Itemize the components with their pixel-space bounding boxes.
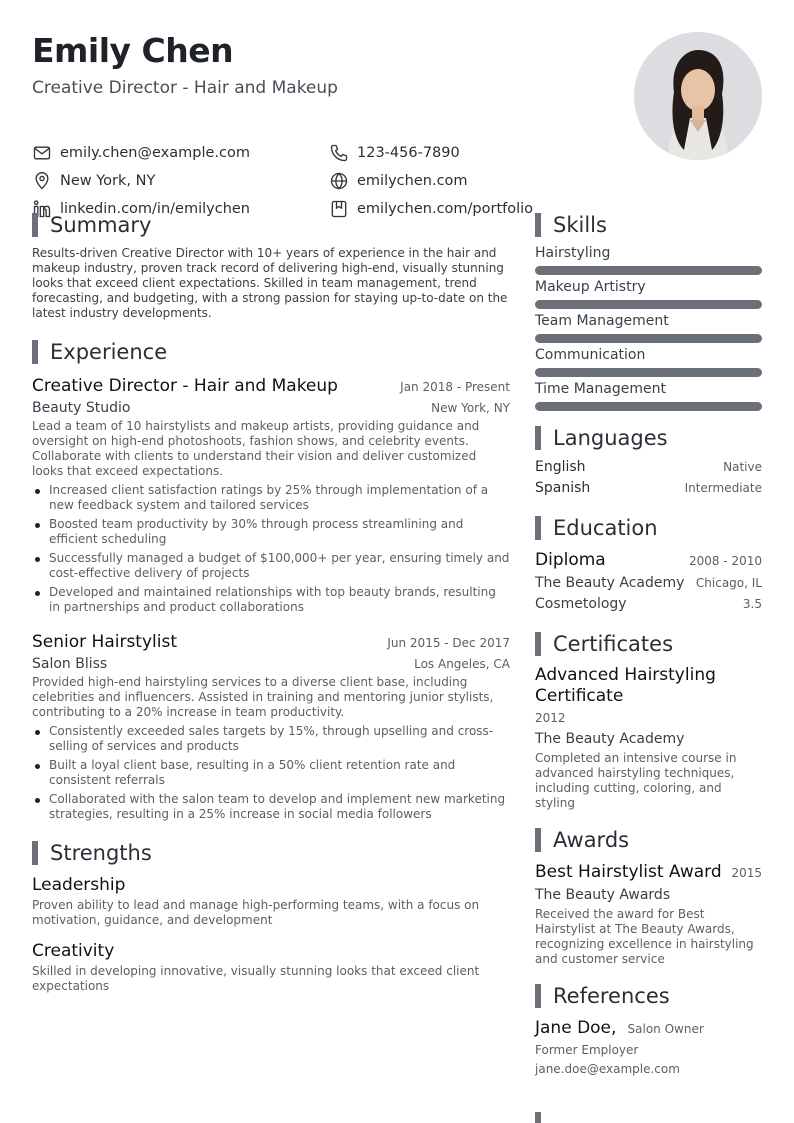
achievement-item: Developed and maintained relationships with top beauty brands, resulting in partnerships and product collaborations: [32, 585, 510, 615]
strength-item: [32, 940, 510, 994]
award-name: Best Hairstylist Award: [535, 862, 722, 882]
section-accent-bar: [535, 1112, 541, 1123]
job-dates: Jun 2015 - Dec 2017: [387, 636, 510, 650]
strengths-heading: Strengths: [32, 840, 510, 866]
contact-phone[interactable]: [329, 142, 460, 164]
job-title: Creative Director - Hair and Makeup: [32, 376, 338, 396]
linkedin-text[interactable]: linkedin.com/in/emilychen: [60, 201, 250, 217]
left-column: [32, 212, 510, 994]
job-location: Los Angeles, CA: [414, 657, 510, 671]
education-item: [535, 549, 762, 615]
certificates-heading: Certificates: [535, 631, 762, 657]
summary-text: Results-driven Creative Director with 10+ years of experience in the hair and makeup industry, proven track record of delivering high-end, visually stunning looks that exceed client expectations. Skilled in team management, trend forecasting, and budgeting, with a strong passion for staying up-to-date on the latest industry developments.: [32, 246, 508, 320]
strength-item: [32, 874, 510, 928]
skill-level-bar: [535, 266, 762, 275]
phone-text[interactable]: 123-456-7890: [357, 145, 460, 161]
skill-level-bar: [535, 368, 762, 377]
award-item: [535, 861, 762, 967]
job-title: Senior Hairstylist: [32, 632, 178, 652]
strength-description: Proven ability to lead and manage high-performing teams, with a focus on motivation, guidance, and development: [32, 898, 480, 927]
experience-heading: Experience: [32, 339, 510, 365]
location-text: New York, NY: [60, 173, 156, 189]
job-dates: Jan 2018 - Present: [400, 380, 510, 394]
language-name: English: [535, 459, 586, 475]
job-achievements: [32, 724, 510, 822]
reference-name: Jane Doe,: [535, 1018, 617, 1038]
job-company: Salon Bliss: [32, 656, 108, 672]
achievement-item: Increased client satisfaction ratings by 25% through implementation of a new feedback system and tailored services: [32, 483, 510, 513]
experience-item: [32, 631, 510, 822]
language-name: Spanish: [535, 480, 591, 496]
awards-heading: Awards: [535, 827, 762, 853]
reference-role: Salon Owner: [627, 1022, 704, 1036]
certificate-description: Completed an intensive course in advanced hairstyling techniques, including cutting, coloring, and styling: [535, 751, 737, 810]
profile-photo: [634, 32, 762, 160]
education-dates: 2008 - 2010: [688, 554, 762, 568]
mail-icon: [32, 143, 52, 163]
strength-name: Creativity: [32, 941, 115, 961]
skill-level-bar: [535, 334, 762, 343]
skill-name: Time Management: [535, 381, 666, 397]
strength-description: Skilled in developing innovative, visually stunning looks that exceed client expectations: [32, 964, 480, 993]
reference-email[interactable]: jane.doe@example.com: [535, 1062, 680, 1076]
phone-icon: [329, 143, 349, 163]
experience-item: [32, 375, 510, 615]
education-field: Cosmetology: [535, 596, 627, 612]
skill-level-bar: [535, 300, 762, 309]
education-gpa: 3.5: [742, 597, 762, 611]
language-level: Intermediate: [684, 481, 762, 495]
education-school: The Beauty Academy: [535, 575, 685, 591]
certificate-name: Advanced Hairstyling Certificate: [535, 665, 716, 706]
language-item: [535, 478, 762, 499]
contact-email[interactable]: [32, 142, 250, 164]
skill-name: Makeup Artistry: [535, 279, 646, 295]
skill-name: Hairstyling: [535, 245, 611, 261]
skill-item: [535, 346, 762, 377]
globe-icon: [329, 171, 349, 191]
skills-heading: Skills: [535, 212, 762, 238]
award-issuer: The Beauty Awards: [535, 887, 671, 903]
achievement-item: Consistently exceeded sales targets by 15%, through upselling and cross-selling of services and products: [32, 724, 510, 754]
job-description: Provided high-end hairstyling services to a diverse client base, including celebrities and influencers. Assisted in training and mentoring junior stylists, contributing to a 20% increase in team productivity.: [32, 675, 494, 719]
job-achievements: [32, 483, 510, 615]
website-text[interactable]: emilychen.com: [357, 173, 468, 189]
certificate-year: 2012: [535, 711, 566, 725]
contact-website[interactable]: [329, 170, 468, 192]
strength-name: Leadership: [32, 875, 126, 895]
achievement-item: Successfully managed a budget of $100,000+ per year, ensuring timely and cost-effective delivery of projects: [32, 551, 510, 581]
job-location: New York, NY: [431, 401, 510, 415]
skill-item: [535, 380, 762, 411]
language-level: Native: [723, 460, 762, 474]
job-company: Beauty Studio: [32, 400, 131, 416]
reference-relation: Former Employer: [535, 1043, 639, 1057]
location-pin-icon: [32, 171, 52, 191]
portfolio-text[interactable]: emilychen.com/portfolio: [357, 201, 534, 217]
job-description: Lead a team of 10 hairstylists and makeup artists, providing guidance and oversight on high-end photoshoots, fashion shows, and celebrity events. Collaborate with clients to understand their vision and deliver customized looks that exceed expectations.: [32, 419, 480, 478]
skill-level-bar: [535, 402, 762, 411]
reference-item: [535, 1017, 762, 1078]
skill-item: [535, 244, 762, 275]
education-degree: Diploma: [535, 550, 606, 570]
skill-name: Communication: [535, 347, 646, 363]
award-year: 2015: [731, 866, 762, 880]
languages-heading: Languages: [535, 425, 762, 451]
certificate-item: [535, 665, 762, 811]
candidate-title: Creative Director - Hair and Makeup: [32, 78, 338, 98]
achievement-item: Collaborated with the salon team to develop and implement new marketing strategies, resulting in a 25% increase in social media followers: [32, 792, 510, 822]
education-location: Chicago, IL: [695, 576, 762, 590]
skill-item: [535, 278, 762, 309]
right-column: [535, 212, 762, 1078]
award-description: Received the award for Best Hairstylist at The Beauty Awards, recognizing excellence in hairstyling and customer service: [535, 907, 754, 966]
achievement-item: Built a loyal client base, resulting in a 50% client retention rate and consistent referrals: [32, 758, 510, 788]
references-heading: References: [535, 983, 762, 1009]
email-text[interactable]: emily.chen@example.com: [60, 145, 250, 161]
skill-item: [535, 312, 762, 343]
skills-list: [535, 244, 762, 411]
education-heading: Education: [535, 515, 762, 541]
contact-location: [32, 170, 155, 192]
candidate-name: Emily Chen: [32, 31, 234, 70]
skill-name: Team Management: [535, 313, 669, 329]
summary-heading: Summary: [32, 212, 510, 238]
languages-list: [535, 457, 762, 499]
language-item: [535, 457, 762, 478]
certificate-issuer: The Beauty Academy: [535, 731, 685, 747]
achievement-item: Boosted team productivity by 30% through process streamlining and efficient scheduling: [32, 517, 510, 547]
resume-header: [32, 30, 632, 217]
